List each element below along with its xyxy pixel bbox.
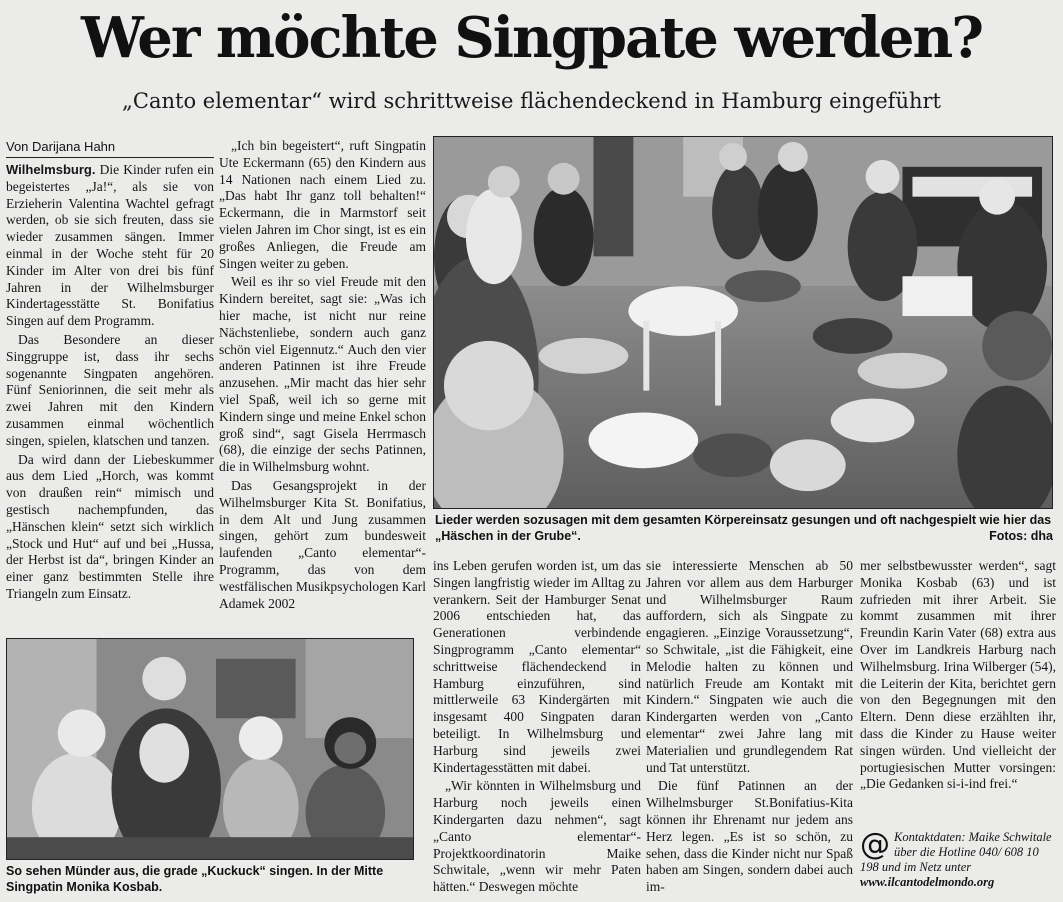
main-photo	[433, 136, 1053, 509]
article-column-2	[219, 138, 426, 634]
column-2-paragraph-3: Das Gesangsprojekt in der Wilhelmsburger Kita St. Bonifatius, in dem Alt und Jung zusammen singen, gehört zum bundesweit laufenden „Canto elementar“-Programm, das von dem westfälischen Musikpsychologen Karl Adamek 2002	[219, 477, 426, 611]
main-photo-image	[434, 137, 1052, 508]
column-1-paragraph-1: Die Kinder rufen ein begeistertes „Ja!“, als sie von Erzieherin Valentina Wachtel gefragt werden, ob sie sich freuten, dass sie wieder zusammen sängen. Immer einmal in der Woche steht für 20 Kinder im Alter von drei bis fünf Jahren in der Wilhelmsburger Kindertagesstätte St. Bonifatius Singen auf dem Programm.	[6, 162, 214, 329]
column-2-paragraph-1: „Ich bin begeistert“, ruft Singpatin Ute Eckermann (65) den Kindern aus 14 Nationen nach einem Lied zu. „Das habt Ihr ganz toll behalten!“ Eckermann, die in Marmstorf seit vielen Jahren im Chor singt, ist es ein großes Anliegen, die Freude am Singen weiter zu geben.	[219, 138, 426, 271]
headline: Wer möchte Singpate werden?	[80, 5, 983, 71]
main-photo-caption-text: Lieder werden sozusagen mit dem gesamten Körpereinsatz gesungen und oft nachgespielt wie hier das „Häschen in der Grube“.	[435, 513, 1052, 543]
contact-website-link[interactable]: www.ilcantodelmondo.org	[860, 875, 995, 889]
contact-text: Kontaktdaten: Maike Schwitale über die Hotline 040/ 608 10 198 und im Netz unter	[860, 830, 1052, 874]
column-1-paragraph-2: Das Besondere an dieser Singgruppe ist, dass ihr sechs sogenannte Singpaten angehören. Fünf Seniorinnen, die seit mehr als zwei Jahren mit den Kindern zusammen einmal wöchentlich singen, spielen, klatschen und tanzen.	[6, 331, 214, 448]
column-1-paragraph-3: Da wird dann der Liebeskummer aus dem Lied „Horch, was kommt von draußen rein“ mimisch und gestisch nachempfunden, das „Hänschen klein“ setzt sich wirklich „Stock und Hut“ auf und bei „Hussa, der Herbst ist da“, bringen Kinder an einer ganz bestimmten Stelle ihre Triangeln zum Einsatz.	[6, 451, 214, 601]
byline: Von Darijana Hahn	[6, 138, 214, 158]
article-column-4	[646, 558, 853, 898]
small-photo	[6, 638, 414, 860]
at-icon: @	[860, 827, 890, 862]
small-photo-image	[7, 639, 413, 859]
subheadline: „Canto elementar“ wird schrittweise flächendeckend in Hamburg eingeführt	[122, 89, 941, 113]
dateline: Wilhelmsburg.	[6, 162, 96, 177]
small-photo-caption: So sehen Münder aus, die grade „Kuckuck“ singen. In der Mitte Singpatin Monika Kosbab.	[6, 864, 384, 894]
article-column-3	[433, 558, 641, 898]
column-4-paragraph-1: sie interessierte Menschen ab 50 Jahren vor allem aus dem Harburger und Wilhelmsburger Raum auffordern, sich als Singpate zu engagieren. „Einzige Voraussetzung“, so Schwitale, „ist die Fähigkeit, eine Melodie halten zu können und natürlich Freude am Kontakt mit Kindern.“ Singpaten wie auch die Kindergarten werden von „Canto elementar“ zwei Jahre lang mit Materialien und grundlegendem Rat und Tat unterstützt.	[646, 558, 853, 775]
article-column-5	[860, 558, 1056, 820]
column-4-paragraph-2: Die fünf Patinnen an der Wilhelmsburger St.Bonifatius-Kita können ihr Ehrenamt nur jedem ans Herz legen. „Es ist so schön, zu sehen, dass die Kinder nicht nur Spaß haben am Singen, sondern dabei auch im-	[646, 778, 853, 895]
article-column-1	[6, 162, 214, 634]
column-3-paragraph-1: ins Leben gerufen worden ist, um das Singen langfristig wieder im Alltag zu verankern. Seit der Hamburger Senat 2006 entschieden hat, das Generationen verbindende Singprogramm „Canto elementar“ schrittweise flächendeckend in Hamburg einzuführen, sind mittlerweile 63 Kindergärten mit insgesamt 400 Singpaten daran beteiligt. In Wilhelmsburg und Harburg sind jeweils zwei Kindertagesstätten mit dabei.	[433, 558, 641, 775]
column-2-paragraph-2: Weil es ihr so viel Freude mit den Kindern bereitet, sagt sie: „Was ich hier mache, ist nicht nur reine Nächstenliebe, sondern auch ganz schön viel Eigennutz.“ Auch den vier anderen Patinnen ist ihre Freude anzusehen. „Mir macht das hier sehr viel Spaß, weil ich so gerne mit Kindern singe und meine Enkel schon groß sind“, sagt Gisela Herrmasch (68), die einzige der sechs Patinnen, die in Wilhelmsburg wohnt.	[219, 274, 426, 475]
column-5-paragraph-1: mer selbstbewusster werden“, sagt Monika Kosbab (63) und ist zufrieden mit ihrer Arbeit. Sie kommt zusammen mit ihrer Freundin Karin Vater (68) extra aus Over im Landkreis Harburg nach Wilhelmsburg. Irina Wilberger (54), die Leiterin der Kita, berichtet gern von den Begegnungen mit den Eltern. Denn diese erzählten ihr, dass die Kinder zu Hause weiter singen würden. Und vielleicht der portugiesischen Mutter vorsingen: „Die Gedanken si-i-ind frei.“	[860, 558, 1056, 792]
contact-box	[860, 827, 1056, 898]
column-3-paragraph-2: „Wir könnten in Wilhelmsburg und Harburg noch jeweils einen Kindergarten dazu nehmen“, sagt „Canto elementar“-Projektkoordinatorin Maike Schwitale, „wenn wir mehr Paten hätten.“ Deswegen möchte	[433, 778, 641, 895]
photo-credit: Fotos: dha	[989, 529, 1053, 543]
